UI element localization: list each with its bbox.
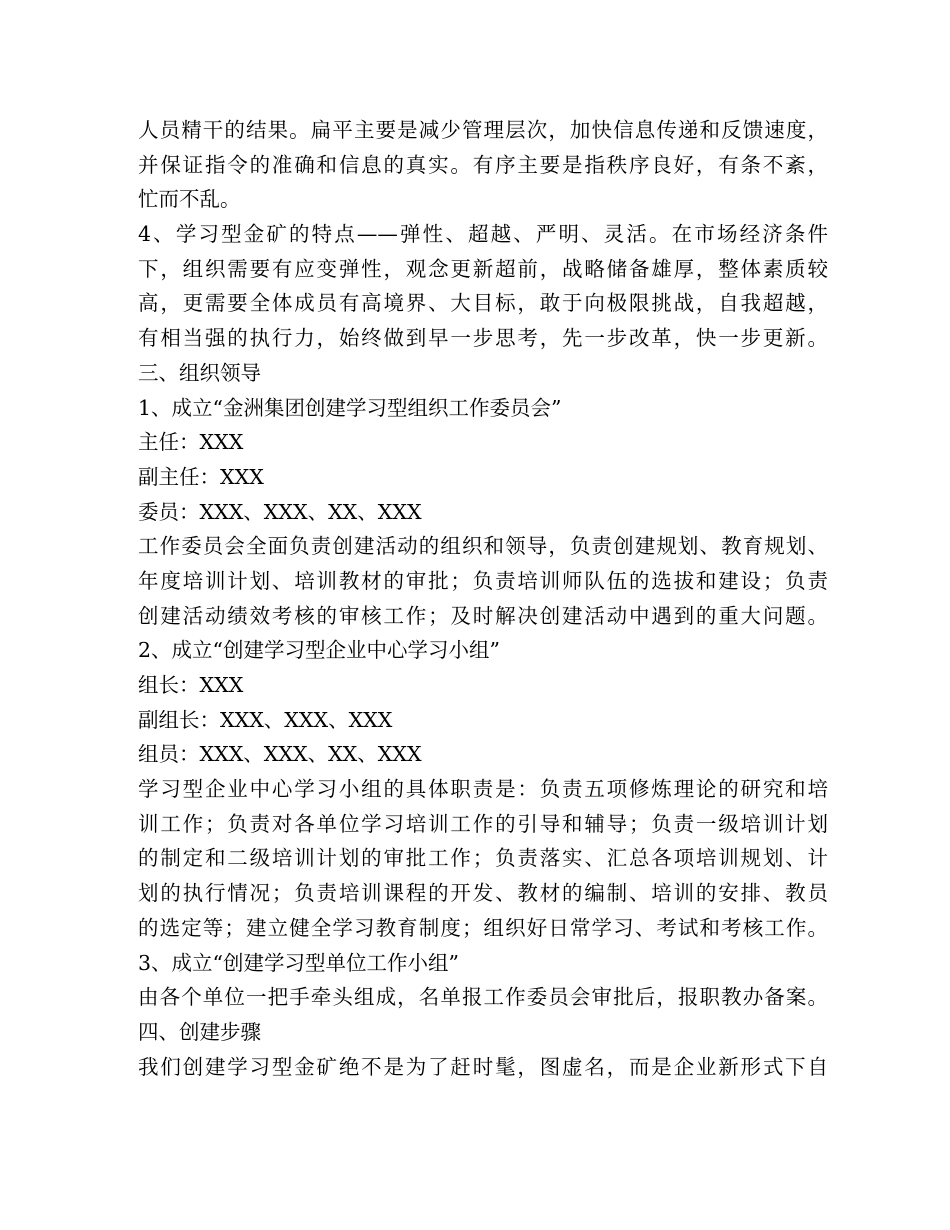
list-item-heading: 4、学习型金矿的特点——弹性、超越、严明、灵活。在市场经济条件: [138, 222, 828, 247]
list-item-heading: 1、成立“金洲集团创建学习型组织工作委员会”: [138, 395, 562, 420]
paragraph-line: 由各个单位一把手牵头组成，名单报工作委员会审批后，报职教办备案。: [138, 985, 828, 1010]
paragraph-line: 高，更需要全体成员有高境界、大目标，敢于向极限挑战，自我超越，: [138, 291, 828, 316]
list-item-heading: 3、成立“创建学习型单位工作小组”: [138, 950, 460, 975]
member-line: 副主任：XXX: [138, 464, 264, 489]
paragraph-line: 训工作；负责对各单位学习培训工作的引导和辅导；负责一级培训计划: [138, 811, 828, 836]
section-heading: 三、组织领导: [138, 360, 261, 385]
paragraph-line: 我们创建学习型金矿绝不是为了赶时髦，图虚名，而是企业新形式下自: [138, 1054, 828, 1079]
paragraph-line: 忙而不乱。: [138, 187, 241, 212]
member-line: 主任：XXX: [138, 430, 244, 455]
paragraph-line: 并保证指令的准确和信息的真实。有序主要是指秩序良好，有条不紊，: [138, 152, 828, 177]
member-line: 副组长：XXX、XXX、XXX: [138, 707, 393, 732]
paragraph-line: 工作委员会全面负责创建活动的组织和领导，负责创建规划、教育规划、: [138, 534, 828, 559]
paragraph-line: 的制定和二级培训计划的审批工作；负责落实、汇总各项培训规划、计: [138, 846, 828, 871]
paragraph-line: 划的执行情况；负责培训课程的开发、教材的编制、培训的安排、教员: [138, 881, 828, 906]
list-item-heading: 2、成立“创建学习型企业中心学习小组”: [138, 638, 501, 663]
member-line: 组员：XXX、XXX、XX、XXX: [138, 742, 422, 767]
paragraph-line: 年度培训计划、培训教材的审批；负责培训师队伍的选拔和建设；负责: [138, 568, 828, 593]
paragraph-line: 下，组织需要有应变弹性，观念更新超前，战略储备雄厚，整体素质较: [138, 256, 828, 281]
section-heading: 四、创建步骤: [138, 1019, 261, 1044]
paragraph-line: 创建活动绩效考核的审核工作；及时解决创建活动中遇到的重大问题。: [138, 603, 828, 628]
paragraph-line: 的选定等；建立健全学习教育制度；组织好日常学习、考试和考核工作。: [138, 915, 828, 940]
paragraph-line: 人员精干的结果。扁平主要是减少管理层次，加快信息传递和反馈速度，: [138, 118, 828, 142]
paragraph-line: 学习型企业中心学习小组的具体职责是：负责五项修炼理论的研究和培: [138, 777, 828, 802]
paragraph-line: 有相当强的执行力，始终做到早一步思考，先一步改革，快一步更新。: [138, 326, 828, 351]
member-line: 委员：XXX、XXX、XX、XXX: [138, 499, 422, 524]
member-line: 组长：XXX: [138, 673, 244, 697]
document-body: [138, 113, 828, 1084]
